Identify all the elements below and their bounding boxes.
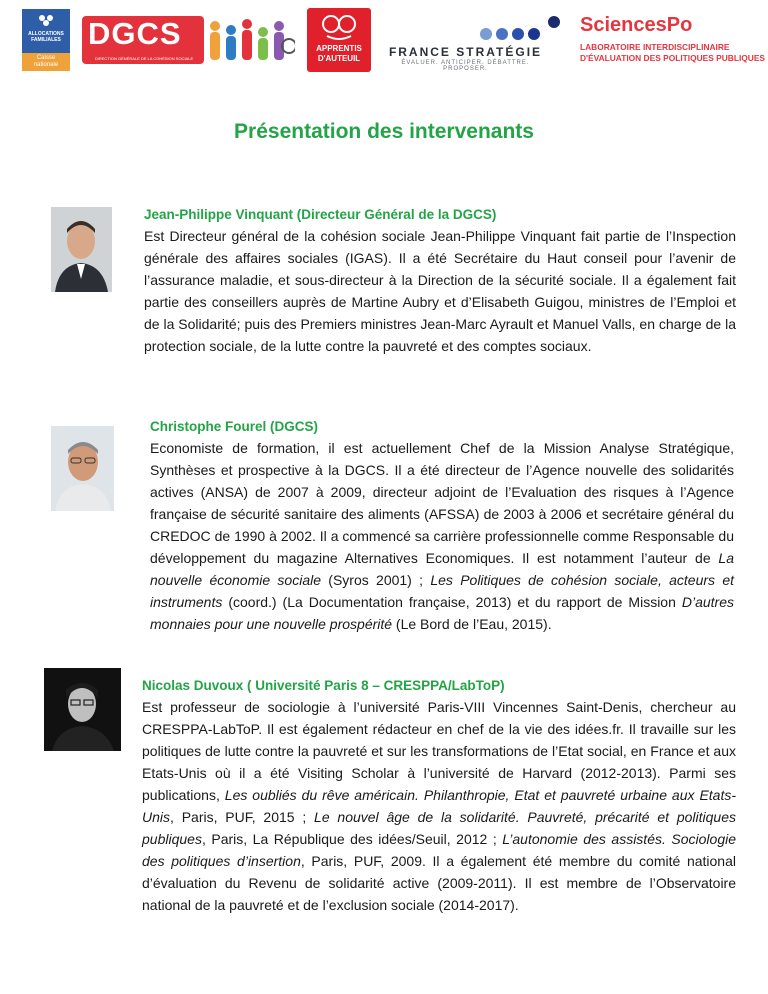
bio-title-run: La nouvelle économie sociale — [150, 550, 734, 588]
bio-title-run: Les Politiques de cohésion sociale, acteurs et instruments — [150, 572, 735, 610]
dgcs-people-icon — [205, 16, 295, 64]
bio-text-run: (coord.) (La Documentation française, 2013) et du rapport de Mission — [222, 594, 682, 610]
caf-family-icon — [37, 14, 55, 28]
speaker-bio — [142, 696, 736, 916]
portrait-icon — [51, 426, 114, 511]
speaker-name: Nicolas Duvoux ( Université Paris 8 – CRESPPA/LabToP) — [142, 678, 505, 693]
bio-text-run: Est professeur de sociologie à l’université Paris-VIII Vincennes Saint-Denis, chercheur au CRESPPA-LabToP. Il est également rédacteur en chef de la vie des idées.fr. Il travaille sur les politiques de lutte contre la pauvreté et sur les transformations de l’Etat social, en France et aux Etats-Unis où il a été Visiting Scholar à l’université de Harvard (2012-2013). Parmi ses publications, — [142, 699, 736, 803]
bio-text-run: , Paris, PUF, 2009. Il a également été membre du comité national d’évaluation du Revenu de solidarité active (2009-2011). Il est membre de l’Observatoire national de la pauvreté et de l’exclusion sociale (2014-2017). — [142, 853, 736, 913]
france-strategie-tagline: ÉVALUER. ANTICIPER. DÉBATTRE. PROPOSER. — [401, 60, 530, 72]
header-logos — [0, 0, 768, 80]
sciencespo-name: SciencesPo — [580, 14, 693, 36]
speaker-photo-fourel — [51, 426, 114, 511]
portrait-icon — [44, 668, 121, 751]
bio-text-run: Est Directeur général de la cohésion sociale Jean-Philippe Vinquant fait partie de l’Inspection générale des affaires sociales (IGAS). Il a été Secrétaire du Haut conseil pour l’avenir de l’assurance maladie, et sous-directeur à la Direction de la sécurité sociale. Il a également fait partie des conseillers auprès de Martine Aubry et d’Elisabeth Guigou, ministres de l’Emploi et de la Solidarité; puis des Premiers ministres Jean-Marc Ayrault et Manuel Valls, en charge de la protection sociale, de la lutte contre la pauvreté et des comptes sociaux. — [144, 228, 736, 354]
speaker-bio — [150, 437, 734, 635]
france-strategie-name: FRANCE STRATÉGIE — [388, 45, 543, 59]
sciencespo-lab-line2: D'ÉVALUATION DES POLITIQUES PUBLIQUES — [580, 53, 766, 63]
speaker-photo-duvoux — [44, 668, 121, 751]
speaker-photo-vinquant — [51, 207, 112, 292]
bio-text-run: (Syros 2001) ; — [321, 572, 431, 588]
speaker-name: Jean-Philippe Vinquant (Directeur Général de la DGCS) — [144, 207, 497, 222]
bio-title-run: L’autonomie des assistés. Sociologie des politiques d’insertion — [142, 831, 736, 869]
speaker-bio — [144, 225, 736, 357]
bio-title-run: Le nouvel âge de la solidarité. Pauvreté, précarité et politiques publiques — [142, 809, 736, 847]
speaker-name: Christophe Fourel (DGCS) — [150, 419, 318, 434]
page-title: Présentation des intervenants — [234, 120, 534, 143]
sciencespo-lab-line1: LABORATOIRE INTERDISCIPLINAIRE — [580, 42, 730, 52]
dgcs-logo: DGCS DIRECTION GÉNÉRALE DE LA COHÉSION SOCIALE — [82, 16, 204, 64]
bio-title-run: D’autres monnaies pour une nouvelle prospérité — [150, 594, 734, 632]
apprentis-emblem-icon — [307, 8, 371, 42]
bio-text-run: , Paris, PUF, 2015 ; — [170, 809, 315, 825]
bio-text-run: (Le Bord de l’Eau, 2015). — [392, 616, 552, 632]
caf-logo: ALLOCATIONS FAMILIALES Caisse nationale — [22, 9, 70, 71]
portrait-icon — [51, 207, 112, 292]
bio-text-run: Economiste de formation, il est actuellement Chef de la Mission Analyse Stratégique, Synthèses et prospective à la DGCS. Il a été directeur de l’Agence nouvelle des solidarités actives (ANSA) de 2007 à 2009, directeur adjoint de l’Evaluation des risques à l’Agence française de sécurité sanitaire des aliments (AFSSA) de 2003 à 2006 et secrétaire général du CREDOC de 1990 à 2002. Il a commencé sa carrière professionnelle comme Responsable du développement du magazine Alternatives Economiques. Il est notamment l’auteur de — [150, 440, 734, 566]
bio-text-run: , Paris, La République des idées/Seuil, 2012 ; — [201, 831, 503, 847]
bio-title-run: Les oubliés du rêve américain. Philanthropie, Etat et pauvreté urbaine aux Etats-Unis — [142, 787, 737, 825]
apprentis-auteuil-logo: APPRENTIS D'AUTEUIL — [307, 8, 371, 72]
france-strategie-dots-icon — [478, 14, 568, 42]
